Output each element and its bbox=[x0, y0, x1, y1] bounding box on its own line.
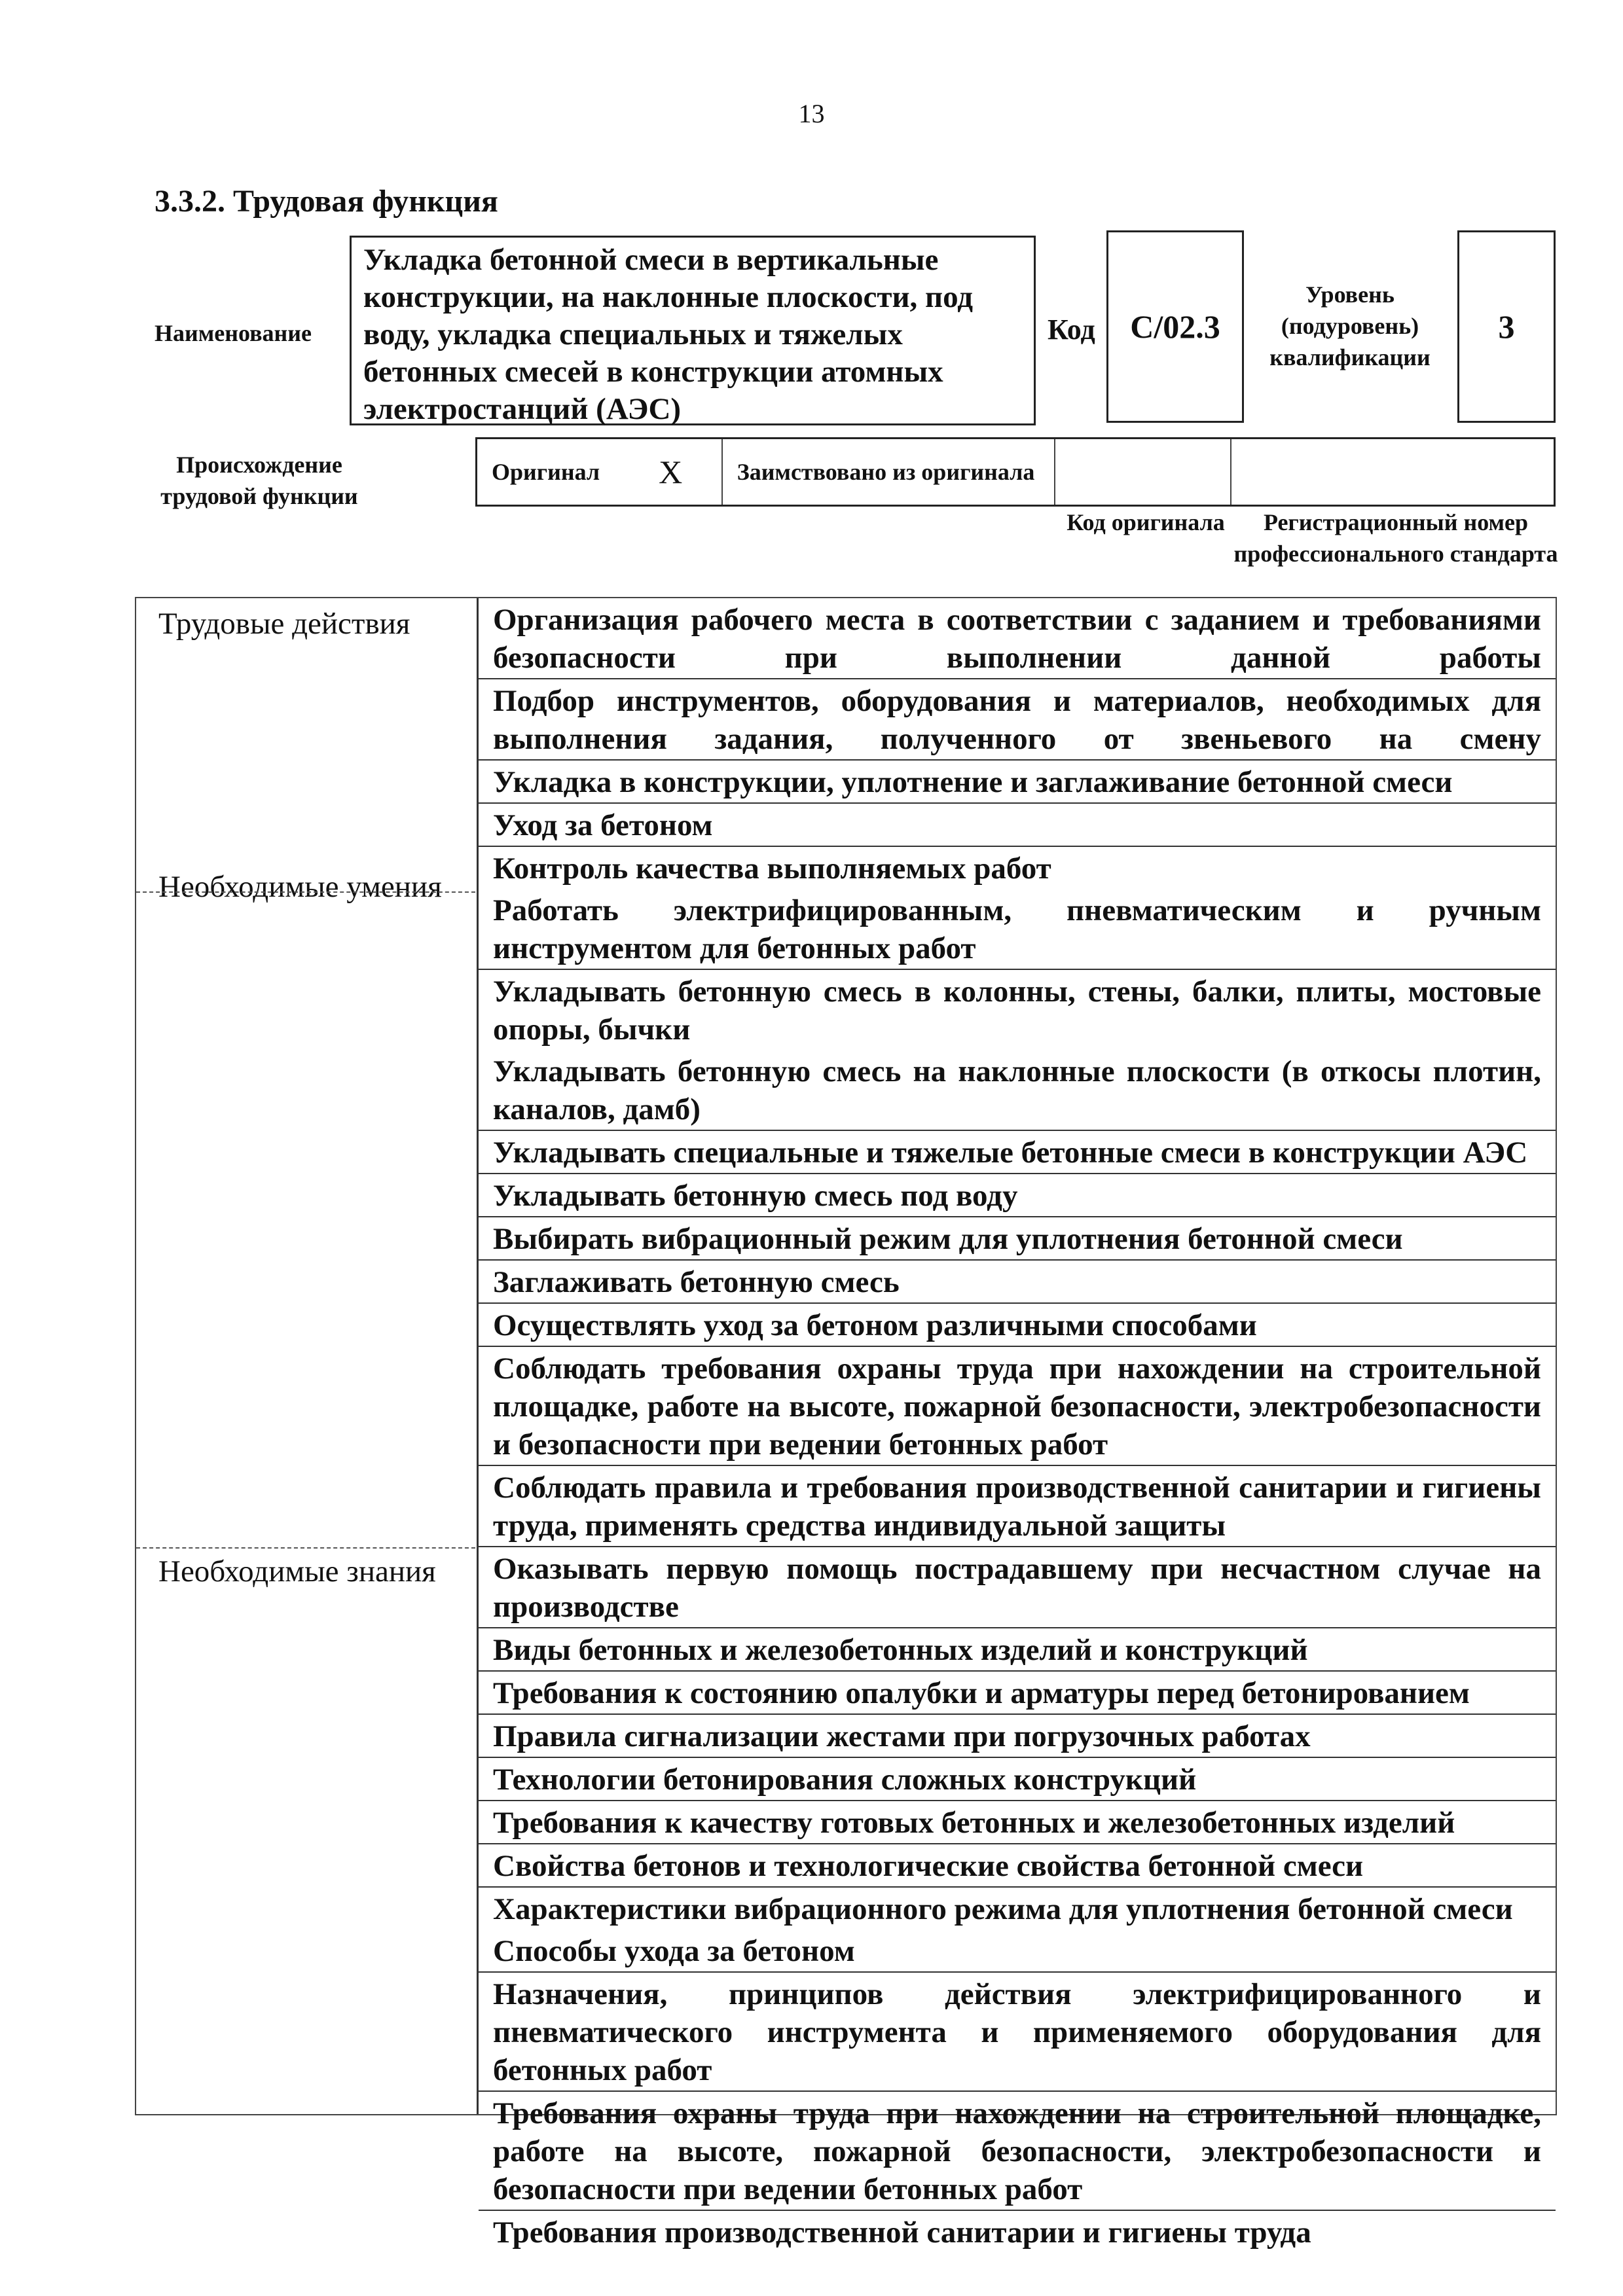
table-row: Укладывать бетонную смесь на наклонные плоскости (в откосы плотин, каналов, дамб) bbox=[479, 1050, 1556, 1131]
table-row: Назначения, принципов действия электрифицированного и пневматического инструмента и применяемого оборудования для бетонных работ bbox=[479, 1973, 1556, 2092]
table-row: Требования охраны труда при нахождении на строительной площадке, работе на высоте, пожарной безопасности, электробезопасности и безопасности при ведении бетонных работ bbox=[479, 2092, 1556, 2211]
table-row: Требования к состоянию опалубки и арматуры перед бетонированием bbox=[479, 1672, 1556, 1715]
function-name-box: Укладка бетонной смеси в вертикальные конструкции, на наклонные плоскости, под воду, укладка специальных и тяжелых бетонных смесей в конструкции атомных электростанций (АЭС) bbox=[350, 236, 1036, 425]
skills-label: Необходимые умения bbox=[158, 870, 442, 904]
table-row: Правила сигнализации жестами при погрузочных работах bbox=[479, 1715, 1556, 1758]
borrowed-label: Заимствовано из оригинала bbox=[723, 439, 1055, 505]
table-row: Укладывать бетонную смесь в колонны, стены, балки, плиты, мостовые опоры, бычки bbox=[493, 975, 1541, 1047]
table-row: Характеристики вибрационного режима для уплотнения бетонной смеси bbox=[493, 1892, 1513, 1926]
reg-number-cell bbox=[1231, 439, 1554, 505]
origin-row bbox=[475, 437, 1556, 507]
table-row: Соблюдать требования охраны труда при нахождении на строительной площадке, работе на высоте, пожарной безопасности, электробезопасности и безопасности при ведении бетонных работ bbox=[479, 1347, 1556, 1466]
level-label: Уровень (подуровень) квалификации bbox=[1269, 281, 1431, 370]
table-row: Работать электрифицированным, пневматическим и ручным инструментом для бетонных работ bbox=[479, 889, 1556, 970]
table-row: Соблюдать правила и требования производственной санитарии и гигиены труда, применять средства индивидуальной защиты bbox=[479, 1466, 1556, 1547]
table-row: Подбор инструментов, оборудования и материалов, необходимых для выполнения задания, полученного от звеньевого на смену bbox=[479, 679, 1556, 761]
level-value-box: 3 bbox=[1457, 230, 1556, 423]
table-row: Укладывать бетонную смесь под воду bbox=[479, 1174, 1556, 1217]
table-row: Требования производственной санитарии и гигиены труда bbox=[493, 2215, 1311, 2250]
table-row: Уход за бетоном bbox=[479, 804, 1556, 847]
knowledge-label: Необходимые знания bbox=[158, 1554, 436, 1588]
function-table bbox=[135, 597, 1557, 2250]
code-original-cell bbox=[1055, 439, 1231, 505]
code-label: Код bbox=[1048, 314, 1095, 346]
table-row: Требования к качеству готовых бетонных и железобетонных изделий bbox=[479, 1801, 1556, 1844]
table-row: Контроль качества выполняемых работ bbox=[493, 852, 1051, 886]
table-row: Свойства бетонов и технологические свойства бетонной смеси bbox=[479, 1844, 1556, 1888]
table-row: Оказывать первую помощь пострадавшему при несчастном случае на производстве bbox=[479, 1547, 1556, 1628]
reg-number-label: Регистрационный номер профессионального стандарта bbox=[1233, 509, 1558, 567]
table-row: Заглаживать бетонную смесь bbox=[479, 1261, 1556, 1304]
labor-actions-label: Трудовые действия bbox=[158, 607, 410, 641]
origin-label: Происхождение трудовой функции bbox=[160, 452, 358, 509]
original-mark: X bbox=[659, 454, 683, 490]
table-row: Организация рабочего места в соответствии с заданием и требованиями безопасности при выполнении данной работы bbox=[479, 598, 1556, 679]
name-label: Наименование bbox=[155, 320, 312, 346]
table-row: Укладывать специальные и тяжелые бетонные смеси в конструкции АЭС bbox=[479, 1131, 1556, 1174]
table-row: Осуществлять уход за бетоном различными способами bbox=[479, 1304, 1556, 1347]
table-row: Технологии бетонирования сложных конструкций bbox=[479, 1758, 1556, 1801]
table-row: Способы ухода за бетоном bbox=[479, 1929, 1556, 1973]
table-content-column bbox=[479, 598, 1556, 2253]
page-number: 13 bbox=[798, 99, 825, 128]
section-title: 3.3.2. Трудовая функция bbox=[155, 184, 498, 219]
table-row: Выбирать вибрационный режим для уплотнения бетонной смеси bbox=[479, 1217, 1556, 1261]
table-row: Укладка в конструкции, уплотнение и заглаживание бетонной смеси bbox=[479, 761, 1556, 804]
original-label: Оригинал bbox=[492, 459, 600, 485]
table-row: Виды бетонных и железобетонных изделий и конструкций bbox=[479, 1628, 1556, 1672]
code-value-box: С/02.3 bbox=[1106, 230, 1244, 423]
group-separator bbox=[136, 1547, 475, 1549]
code-original-label: Код оригинала bbox=[1067, 509, 1225, 535]
origin-original-cell bbox=[477, 439, 723, 505]
group-separator bbox=[136, 891, 475, 893]
